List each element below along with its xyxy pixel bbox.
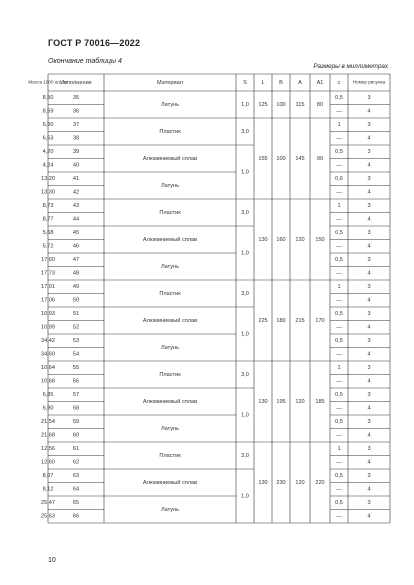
cell-figure: 3 [367, 122, 371, 129]
cell-s: 1,0 [241, 493, 249, 500]
header-c: c [337, 79, 341, 86]
cell-execution: 48 [72, 270, 80, 277]
cell-b: 160 [276, 236, 286, 243]
cell-material: Пластик [159, 371, 181, 378]
cell-mass: 12,60 [41, 459, 55, 466]
cell-a: 115 [295, 101, 305, 108]
cell-s: 3,0 [241, 452, 249, 459]
cell-c: 0,5 [335, 149, 343, 156]
cell-c: 1 [337, 122, 341, 129]
cell-mass: 21,54 [41, 419, 55, 426]
cell-execution: 44 [72, 216, 80, 223]
cell-b: 180 [276, 317, 286, 324]
cell-a: 145 [295, 155, 305, 162]
cell-execution: 46 [72, 243, 80, 250]
cell-s: 1,0 [241, 101, 249, 108]
header-mass: Масса 1000 шт., кг [28, 79, 68, 85]
cell-mass: 17,60 [41, 257, 55, 264]
cell-c: — [336, 189, 342, 196]
cell-mass: 8,59 [42, 108, 54, 115]
cell-figure: 3 [367, 392, 371, 399]
cell-material: Пластик [159, 209, 181, 216]
cell-figure: 3 [367, 338, 371, 345]
cell-a1: 90 [316, 155, 324, 162]
cell-l: 130 [258, 479, 268, 486]
cell-figure: 3 [367, 176, 371, 183]
cell-material: Латунь [160, 263, 180, 270]
cell-s: 3,0 [241, 209, 249, 216]
cell-c: 0,5 [335, 419, 343, 426]
cell-c: — [336, 243, 342, 250]
cell-b: 100 [276, 155, 286, 162]
cell-a1: 170 [315, 317, 325, 324]
cell-s: 3,0 [241, 290, 249, 297]
cell-c: 0,5 [335, 311, 343, 318]
cell-s: 1,0 [241, 169, 249, 176]
cell-execution: 45 [72, 230, 80, 237]
cell-a1: 150 [315, 236, 325, 243]
cell-figure: 4 [367, 513, 371, 520]
cell-execution: 63 [72, 473, 80, 480]
cell-mass: 8,77 [42, 216, 54, 223]
cell-mass: 10,64 [41, 365, 55, 372]
cell-material: Латунь [160, 506, 180, 513]
cell-figure: 3 [367, 446, 371, 453]
cell-l: 130 [258, 236, 268, 243]
cell-c: — [336, 162, 342, 169]
cell-figure: 3 [367, 473, 371, 480]
cell-c: 0,5 [335, 473, 343, 480]
cell-c: 0,5 [335, 257, 343, 264]
cell-figure: 4 [367, 108, 371, 115]
cell-c: — [336, 324, 342, 331]
cell-s: 1,0 [241, 250, 249, 257]
header-l: L [261, 79, 265, 86]
cell-c: — [336, 216, 342, 223]
cell-c: — [336, 297, 342, 304]
cell-material: Пластик [159, 290, 181, 297]
cell-b: 195 [276, 398, 286, 405]
cell-figure: 3 [367, 419, 371, 426]
cell-figure: 4 [367, 378, 371, 385]
cell-mass: 5,72 [42, 243, 54, 250]
cell-execution: 50 [72, 297, 80, 304]
cell-c: — [336, 513, 342, 520]
cell-figure: 3 [367, 257, 371, 264]
cell-mass: 6,50 [42, 122, 54, 129]
cell-figure: 4 [367, 297, 371, 304]
cell-a1: 185 [315, 398, 325, 405]
cell-execution: 51 [72, 311, 80, 318]
cell-mass: 6,85 [42, 392, 54, 399]
cell-mass: 10,99 [41, 324, 55, 331]
cell-mass: 17,06 [41, 297, 55, 304]
cell-execution: 53 [72, 338, 80, 345]
cell-c: — [336, 378, 342, 385]
cell-mass: 8,07 [42, 473, 54, 480]
cell-execution: 62 [72, 459, 80, 466]
cell-execution: 49 [72, 284, 80, 291]
cell-b: 230 [276, 479, 286, 486]
cell-mass: 17,73 [41, 270, 55, 277]
cell-figure: 3 [367, 203, 371, 210]
cell-execution: 59 [72, 419, 80, 426]
cell-material: Алюминиевый сплав [142, 236, 198, 243]
cell-l: 225 [258, 317, 268, 324]
cell-figure: 4 [367, 324, 371, 331]
cell-figure: 3 [367, 500, 371, 507]
cell-c: — [336, 459, 342, 466]
cell-figure: 4 [367, 135, 371, 142]
cell-mass: 13,30 [41, 189, 55, 196]
cell-a: 120 [295, 236, 305, 243]
cell-execution: 58 [72, 405, 80, 412]
cell-material: Пластик [159, 452, 181, 459]
cell-figure: 4 [367, 162, 371, 169]
cell-mass: 6,90 [42, 405, 54, 412]
cell-mass: 4,24 [42, 162, 54, 169]
cell-figure: 4 [367, 243, 371, 250]
cell-execution: 54 [72, 351, 80, 358]
cell-c: 1 [337, 365, 341, 372]
cell-mass: 4,20 [42, 149, 54, 156]
cell-b: 100 [276, 101, 286, 108]
cell-a: 120 [295, 398, 305, 405]
header-a1: A1 [316, 79, 324, 86]
cell-c: 0,5 [335, 338, 343, 345]
cell-execution: 43 [72, 203, 80, 210]
cell-l: 130 [258, 398, 268, 405]
cell-mass: 17,01 [41, 284, 55, 291]
cell-c: — [336, 135, 342, 142]
cell-figure: 3 [367, 230, 371, 237]
cell-figure: 3 [367, 284, 371, 291]
cell-mass: 21,68 [41, 432, 55, 439]
cell-material: Латунь [160, 425, 180, 432]
cell-material: Алюминиевый сплав [142, 317, 198, 324]
cell-c: — [336, 270, 342, 277]
cell-execution: 39 [72, 149, 80, 156]
table-continuation-label: Окончание таблицы 4 [48, 58, 122, 65]
cell-s: 3,0 [241, 371, 249, 378]
cell-c: 1 [337, 446, 341, 453]
cell-c: 0,5 [335, 95, 343, 102]
cell-l: 125 [258, 101, 268, 108]
cell-execution: 41 [72, 176, 80, 183]
cell-material: Алюминиевый сплав [142, 155, 198, 162]
header-b: B [279, 79, 283, 86]
cell-execution: 42 [72, 189, 80, 196]
cell-figure: 4 [367, 459, 371, 466]
cell-execution: 36 [72, 108, 80, 115]
cell-mass: 8,12 [42, 486, 54, 493]
cell-mass: 10,93 [41, 311, 55, 318]
cell-c: — [336, 405, 342, 412]
cell-mass: 25,63 [41, 513, 55, 520]
cell-s: 1,0 [241, 412, 249, 419]
units-label: Размеры в миллиметрах [313, 63, 388, 70]
cell-mass: 34,60 [41, 351, 55, 358]
cell-mass: 25,47 [41, 500, 55, 507]
cell-execution: 65 [72, 500, 80, 507]
header-s: S [243, 79, 247, 86]
cell-figure: 4 [367, 270, 371, 277]
cell-figure: 3 [367, 95, 371, 102]
cell-figure: 4 [367, 189, 371, 196]
cell-execution: 56 [72, 378, 80, 385]
cell-material: Алюминиевый сплав [142, 479, 198, 486]
cell-figure: 3 [367, 365, 371, 372]
cell-figure: 4 [367, 216, 371, 223]
cell-mass: 5,68 [42, 230, 54, 237]
cell-a1: 80 [316, 101, 324, 108]
cell-execution: 57 [72, 392, 80, 399]
cell-c: — [336, 351, 342, 358]
cell-figure: 4 [367, 351, 371, 358]
cell-execution: 64 [72, 486, 80, 493]
header-execution: Исполнение [60, 79, 92, 86]
cell-material: Латунь [160, 344, 180, 351]
cell-c: 0,5 [335, 230, 343, 237]
cell-execution: 40 [72, 162, 80, 169]
cell-figure: 4 [367, 405, 371, 412]
cell-figure: 3 [367, 149, 371, 156]
cell-material: Пластик [159, 128, 181, 135]
cell-figure: 4 [367, 432, 371, 439]
cell-c: 0,6 [335, 176, 343, 183]
cell-material: Латунь [160, 182, 180, 189]
cell-mass: 10,68 [41, 378, 55, 385]
header-figure: Номер рисунка [352, 79, 386, 85]
cell-execution: 38 [72, 135, 80, 142]
cell-s: 1,0 [241, 331, 249, 338]
cell-c: — [336, 432, 342, 439]
cell-a1: 220 [315, 479, 325, 486]
cell-s: 3,0 [241, 128, 249, 135]
cell-mass: 8,50 [42, 95, 54, 102]
cell-execution: 35 [72, 95, 80, 102]
cell-material: Алюминиевый сплав [142, 398, 198, 405]
cell-execution: 55 [72, 365, 80, 372]
cell-c: — [336, 486, 342, 493]
cell-mass: 34,42 [41, 338, 55, 345]
cell-figure: 4 [367, 486, 371, 493]
cell-mass: 6,53 [42, 135, 54, 142]
cell-execution: 66 [72, 513, 80, 520]
cell-a: 215 [295, 317, 305, 324]
document-code: ГОСТ Р 70016—2022 [48, 38, 141, 48]
cell-execution: 61 [72, 446, 80, 453]
dimensions-table [28, 74, 390, 534]
page-number: 10 [48, 557, 56, 564]
cell-execution: 47 [72, 257, 80, 264]
cell-c: 0,5 [335, 500, 343, 507]
cell-c: 1 [337, 203, 341, 210]
cell-mass: 13,20 [41, 176, 55, 183]
cell-execution: 60 [72, 432, 80, 439]
cell-mass: 8,73 [42, 203, 54, 210]
cell-mass: 12,56 [41, 446, 55, 453]
cell-a: 120 [295, 479, 305, 486]
cell-figure: 3 [367, 311, 371, 318]
header-a: A [298, 79, 302, 86]
cell-execution: 52 [72, 324, 80, 331]
cell-c: 1 [337, 284, 341, 291]
cell-l: 155 [258, 155, 268, 162]
cell-c: 0,5 [335, 392, 343, 399]
cell-execution: 37 [72, 122, 80, 129]
header-material: Материал [157, 79, 183, 86]
cell-material: Латунь [160, 101, 180, 108]
cell-c: — [336, 108, 342, 115]
